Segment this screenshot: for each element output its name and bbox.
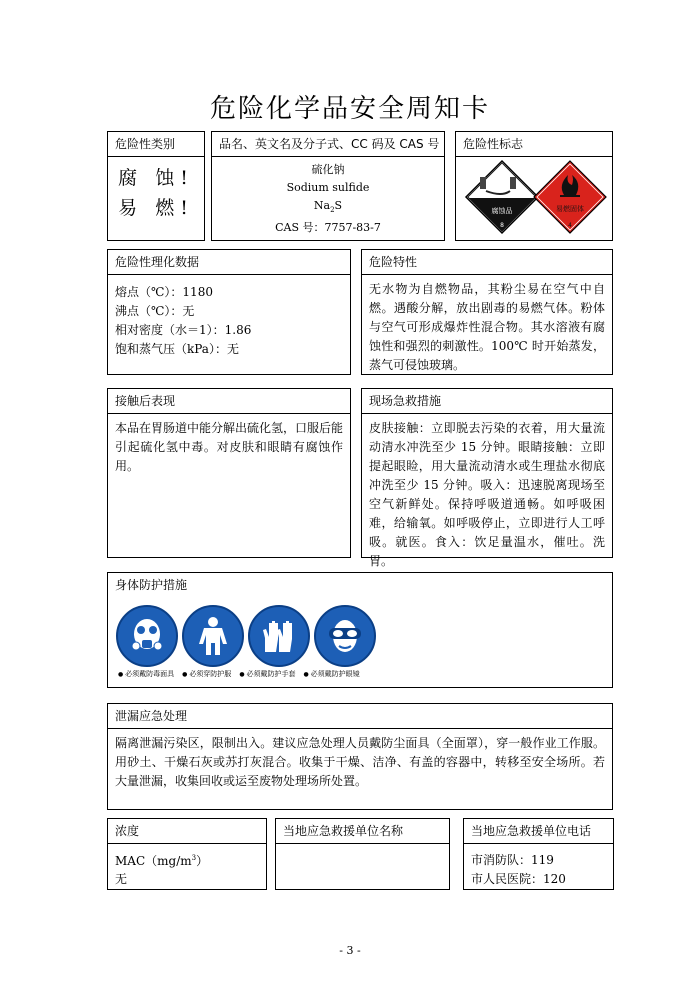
mac-value: 无	[115, 872, 128, 886]
page-title: 危险化学品安全周知卡	[209, 94, 490, 124]
chemical-formula: $Na_2S$	[313, 199, 343, 215]
rescue-phone-box	[463, 818, 614, 890]
rescue-unit-box	[275, 818, 450, 890]
contact-box	[107, 388, 351, 558]
corrosive-sign-text: 腐蚀品	[491, 207, 513, 215]
identity-header: 品名、英文名及分子式、CC 码及 CAS 号	[212, 132, 444, 157]
hazard-label-header: 危险性标志	[456, 132, 612, 157]
concentration-box	[107, 818, 267, 890]
rescue-phone-header: 当地应急救援单位电话	[464, 819, 613, 844]
hazard-signs	[456, 157, 612, 241]
ppe-caption-suit: ● 必须穿防护服	[182, 669, 231, 679]
firstaid-text: 皮肤接触：立即脱去污染的衣着，用大量流动清水冲洗至少 15 分钟。眼睛接触：立即提起眼睑，用大量流动清水或生理盐水彻底冲洗至少 15 分钟。吸入：迅速脱离现场至空气新鲜处。保持呼吸道通畅。如呼吸困难，给输氧。如呼吸停止，立即进行人工呼吸。就医。食入：饮足量温水，催吐。洗胃。	[369, 421, 605, 568]
fire-dept-phone: 市消防队：119	[471, 853, 554, 867]
vapor-pressure: 饱和蒸气压（kPa）：无	[115, 342, 239, 356]
corrosive-sign-number: 8	[500, 222, 504, 229]
hazard-label-box	[455, 131, 613, 241]
hazard-category-box	[107, 131, 205, 241]
ppe-box	[107, 572, 613, 688]
leak-header: 泄漏应急处理	[108, 704, 612, 729]
goggles-icon	[314, 605, 376, 667]
protective-suit-icon	[182, 605, 244, 667]
ppe-caption-mask: ● 必须戴防毒面具	[118, 669, 174, 679]
flammable-sign-number: 4	[568, 222, 572, 229]
firstaid-box	[361, 388, 613, 568]
hazard-word-corrosive: 腐 蚀!	[118, 167, 194, 189]
cas-number: CAS 号：7757-83-7	[275, 221, 381, 235]
corrosive-sign-icon	[466, 161, 538, 233]
flammable-sign-text: 易燃固体	[556, 205, 584, 213]
leak-box	[107, 703, 613, 810]
danger-box	[361, 249, 613, 375]
mac-label: $MAC(mg/m^3)$	[115, 854, 209, 868]
phys-data-box	[107, 249, 351, 375]
relative-density: 相对密度（水＝1）：1.86	[115, 323, 252, 337]
chemical-en-name: Sodium sulfide	[286, 181, 370, 194]
firstaid-header: 现场急救措施	[362, 389, 612, 414]
concentration-header: 浓度	[108, 819, 266, 844]
page-number: - 3 -	[339, 944, 361, 957]
melting-point: 熔点（℃）：1180	[115, 285, 213, 299]
ppe-caption-gloves: ● 必须戴防护手套	[239, 669, 295, 679]
flammable-sign-icon	[534, 161, 606, 233]
boiling-point: 沸点（℃）：无	[115, 304, 195, 318]
ppe-caption-goggles: ● 必须戴防护眼镜	[303, 669, 359, 679]
hazard-category-header: 危险性类别	[108, 132, 204, 157]
gas-mask-icon	[116, 605, 178, 667]
leak-text: 隔离泄漏污染区，限制出入。建议应急处理人员戴防尘面具（全面罩），穿一般作业工作服。用砂土、干燥石灰或苏打灰混合。收集于干燥、洁净、有盖的容器中，转移至安全场所。若大量泄漏，收集回收或运至废物处理场所处置。	[115, 736, 605, 788]
danger-header: 危险特性	[362, 250, 612, 275]
phys-data-header: 危险性理化数据	[108, 250, 350, 275]
identity-box	[211, 131, 445, 241]
hazard-word-flammable: 易 燃!	[118, 197, 194, 219]
hospital-phone: 市人民医院：120	[471, 872, 566, 886]
gloves-icon	[248, 605, 310, 667]
danger-text: 无水物为自燃物品，其粉尘易在空气中自燃。遇酸分解，放出剧毒的易燃气体。粉体与空气可形成爆炸性混合物。其水溶液有腐蚀性和强烈的刺激性。100℃ 时开始蒸发，蒸气可侵蚀玻璃。	[369, 282, 605, 372]
chemical-cn-name: 硫化钠	[311, 163, 345, 176]
rescue-unit-header: 当地应急救援单位名称	[276, 819, 449, 844]
contact-header: 接触后表现	[108, 389, 350, 414]
contact-text: 本品在胃肠道中能分解出硫化氢，口服后能引起硫化氢中毒。对皮肤和眼睛有腐蚀作用。	[115, 421, 344, 473]
ppe-header: 身体防护措施	[115, 578, 188, 592]
